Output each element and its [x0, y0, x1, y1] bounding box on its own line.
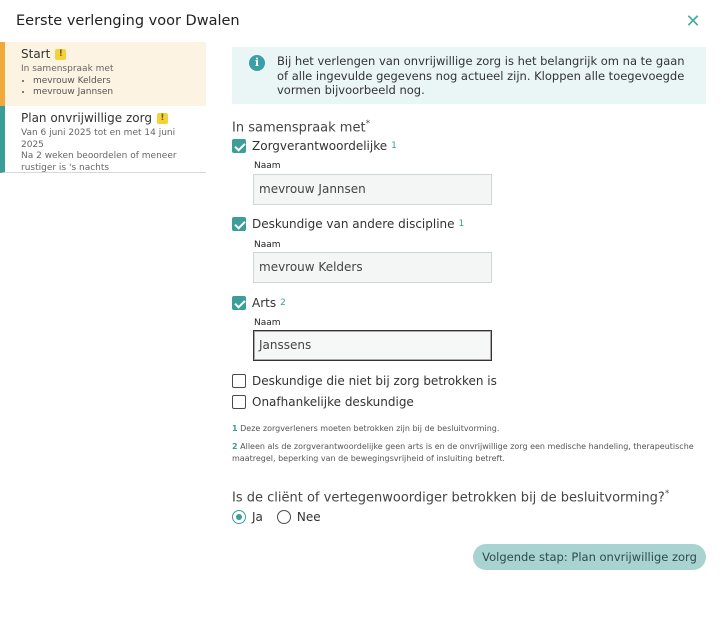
- footnote-number: 1: [232, 424, 238, 433]
- step-plan-period: Van 6 juni 2025 tot en met 14 juni 2025: [21, 128, 176, 150]
- checkbox-checked-icon[interactable]: [232, 217, 246, 231]
- radio-nee[interactable]: [277, 510, 291, 524]
- step-plan-note: Na 2 weken beoordelen of meneer rustiger is 's nachts: [21, 151, 177, 173]
- step-plan[interactable]: [0, 106, 206, 173]
- info-text: Bij het verlengen van onvrijwillige zorg is het belangrijk om na te gaan of alle ingevulde gegevens nog actueel zijn. Kloppen alle toegevoegde vormen bijvoorbeeld nog.: [277, 54, 685, 97]
- required-mark: *: [664, 489, 670, 499]
- name-field-zorgverantwoordelijke[interactable]: mevrouw Jannsen: [253, 174, 492, 205]
- list-item: • mevrouw Kelders: [33, 76, 200, 88]
- checkbox-unchecked-icon[interactable]: [232, 374, 246, 388]
- radio-ja[interactable]: [232, 510, 246, 524]
- involvement-radio-group: [232, 510, 321, 524]
- involvement-question: [232, 489, 669, 505]
- footnote-1: [232, 423, 712, 435]
- checkbox-label: Deskundige van andere discipline: [252, 217, 455, 231]
- checkbox-checked-icon[interactable]: [232, 296, 246, 310]
- checkbox-label: Deskundige die niet bij zorg betrokken is: [252, 374, 497, 388]
- footnote-number: 2: [232, 442, 238, 451]
- next-step-button[interactable]: Volgende stap: Plan onvrijwillige zorg: [473, 544, 706, 570]
- field-label: Naam: [254, 240, 281, 250]
- field-label: Naam: [254, 318, 281, 328]
- step-start-title-row: [21, 47, 200, 61]
- checkbox-deskundige-andere-discipline[interactable]: [232, 217, 464, 231]
- note-ref: 1: [391, 141, 397, 151]
- checkbox-deskundige-niet-betrokken[interactable]: [232, 374, 497, 388]
- step-start-title: Start: [21, 47, 51, 61]
- name-field-deskundige[interactable]: mevrouw Kelders: [253, 252, 492, 283]
- step-start-list: [21, 76, 200, 99]
- checkbox-checked-icon[interactable]: [232, 139, 246, 153]
- radio-label: Nee: [296, 510, 321, 524]
- step-plan-title-row: [21, 111, 200, 125]
- name-field-arts[interactable]: Janssens: [253, 330, 492, 361]
- note-ref: 1: [458, 219, 465, 229]
- section-label-text: In samenspraak met: [232, 120, 366, 136]
- field-label: Naam: [254, 161, 281, 171]
- warning-badge-icon: !: [157, 113, 168, 124]
- checkbox-onafhankelijke-deskundige[interactable]: [232, 395, 414, 409]
- footnote-2: [232, 441, 706, 465]
- radio-label: Ja: [252, 510, 263, 524]
- checkbox-label: Arts: [252, 296, 277, 310]
- checkbox-label: Zorgverantwoordelijke: [252, 139, 388, 153]
- info-icon: i: [249, 55, 265, 71]
- warning-badge-icon: !: [55, 49, 66, 60]
- step-start[interactable]: [0, 42, 206, 106]
- list-item: • mevrouw Jannsen: [33, 87, 200, 99]
- close-icon[interactable]: ✕: [685, 11, 701, 32]
- question-text: Is de cliënt of vertegenwoordiger betrokken bij de besluitvorming?: [232, 490, 665, 506]
- checkbox-arts[interactable]: [232, 296, 286, 310]
- section-label: [232, 119, 370, 135]
- checkbox-unchecked-icon[interactable]: [232, 395, 246, 409]
- step-plan-title: Plan onvrijwillige zorg: [21, 111, 152, 125]
- step-start-sub: In samenspraak met: [21, 64, 114, 74]
- footnote-text: Deze zorgverleners moeten betrokken zijn bij de besluitvorming.: [240, 424, 500, 433]
- dialog-title: Eerste verlenging voor Dwalen: [16, 13, 240, 29]
- footnote-text: Alleen als de zorgverantwoordelijke geen arts is en de onvrijwillige zorg een medische handeling, therapeutische maatregel, beperking van de bewegingsvrijheid of insluiting betreft.: [232, 442, 694, 463]
- checkbox-zorgverantwoordelijke[interactable]: [232, 139, 397, 153]
- required-mark: *: [365, 119, 371, 129]
- step-sidebar: [0, 42, 206, 173]
- info-box: [232, 47, 706, 104]
- note-ref: 2: [280, 298, 286, 308]
- checkbox-label: Onafhankelijke deskundige: [252, 395, 414, 409]
